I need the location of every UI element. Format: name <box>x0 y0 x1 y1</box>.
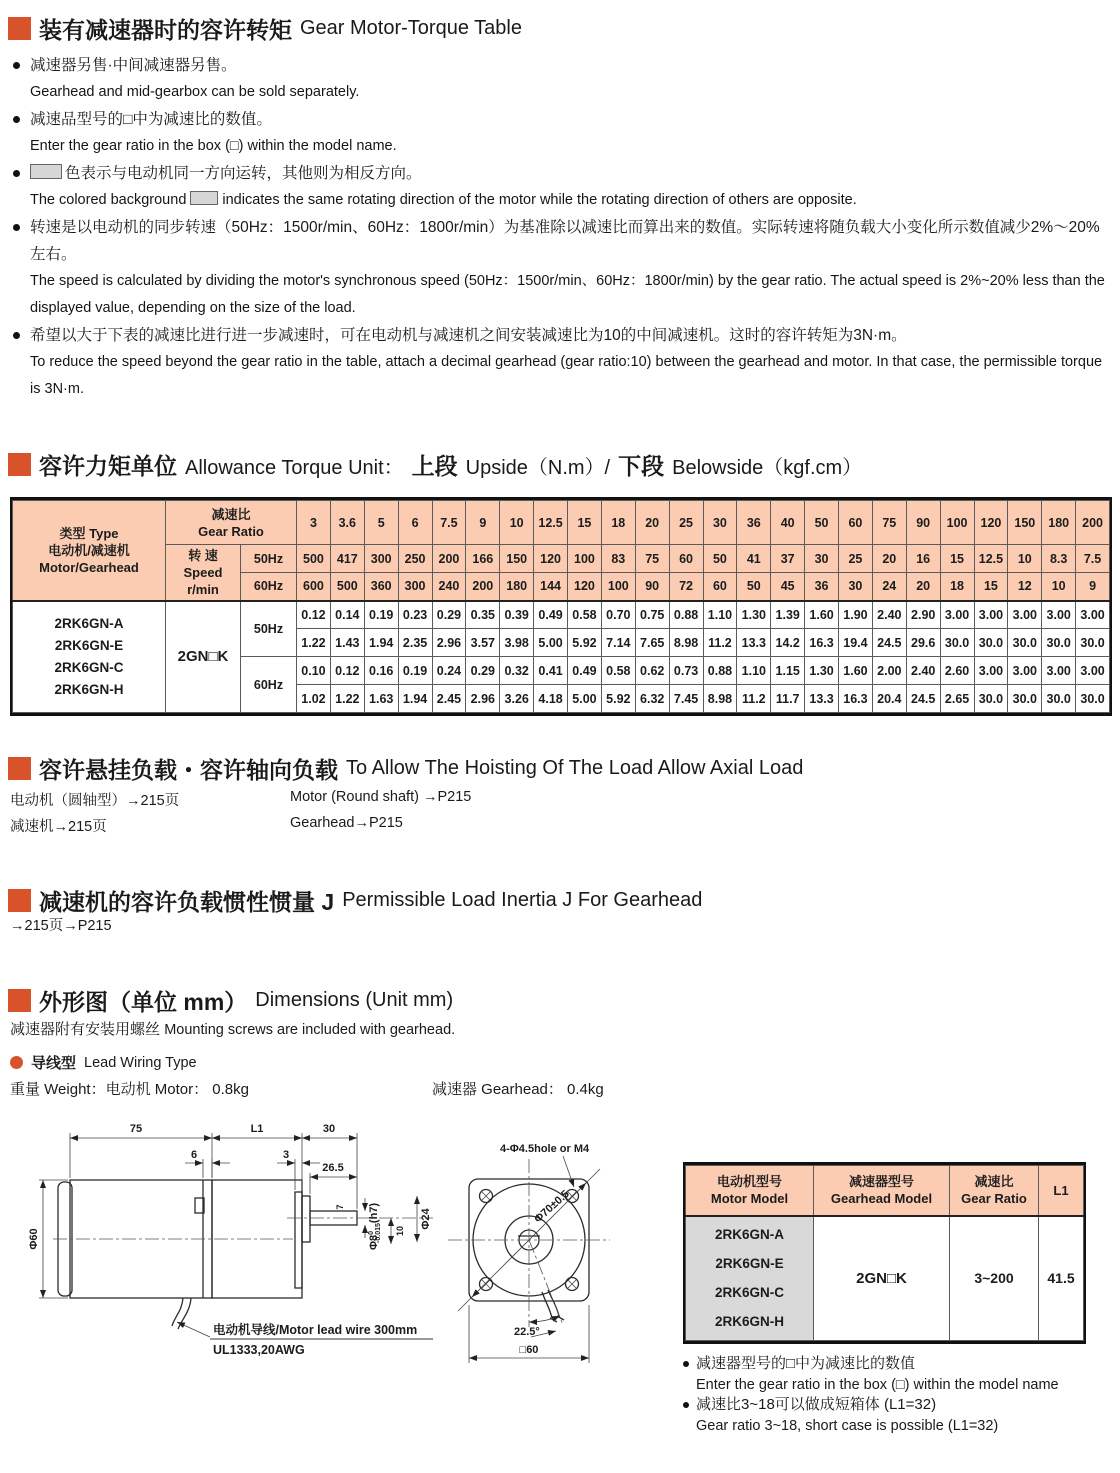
speed-50hz-cell: 12.5 <box>974 545 1008 573</box>
speed-50hz-cell: 150 <box>500 545 534 573</box>
allowance-below-en: Belowside（kgf.cm） <box>672 457 863 479</box>
torque-50hz-kgfcm-cell: 16.3 <box>805 629 839 657</box>
torque-50hz-kgfcm-cell: 13.3 <box>737 629 771 657</box>
torque-50hz-kgfcm-cell: 8.98 <box>669 629 703 657</box>
gear-ratio-header-cell: 150 <box>1008 501 1042 545</box>
gear-ratio-header-cell: 40 <box>771 501 805 545</box>
mounting-screws-note <box>10 1018 455 1039</box>
torque-50hz-kgfcm-cell: 30.0 <box>1008 629 1042 657</box>
gear-ratio-header-cell: 18 <box>601 501 635 545</box>
speed-60hz-cell: 10 <box>1042 573 1076 601</box>
torque-50hz-nm-cell: 1.39 <box>771 601 805 629</box>
section-title-zh: 装有减速器时的容许转矩 <box>39 17 292 43</box>
speed-60hz-cell: 18 <box>940 573 974 601</box>
ref-gearhead-en: Gearhead→P215 <box>290 815 403 831</box>
torque-50hz-nm-cell: 2.40 <box>872 601 906 629</box>
speed-60hz-cell: 300 <box>398 573 432 601</box>
hoisting-ref-row <box>10 815 403 836</box>
speed-50hz-cell: 16 <box>906 545 940 573</box>
speed-50hz-cell: 200 <box>432 545 466 573</box>
torque-60hz-nm-cell: 0.12 <box>330 657 364 685</box>
type-header-line: 电动机/减速机 <box>48 542 130 558</box>
torque-60hz-kgfcm-cell: 6.32 <box>635 685 669 713</box>
dimensions-title-zh: 外形图（单位 mm） <box>39 989 248 1015</box>
allowance-upside-zh: 上段 <box>411 453 458 479</box>
speed-50hz-cell: 7.5 <box>1076 545 1110 573</box>
gear-ratio-header-cell: 12.5 <box>534 501 568 545</box>
torque-50hz-nm-cell: 0.58 <box>568 601 602 629</box>
torque-60hz-kgfcm-cell: 11.2 <box>737 685 771 713</box>
model-note-en: Enter the gear ratio in the box (□) within the model name <box>696 1376 1059 1393</box>
speed-60hz-cell: 30 <box>839 573 873 601</box>
torque-50hz-nm-cell: 0.19 <box>364 601 398 629</box>
gear-ratio-header-cell: 25 <box>669 501 703 545</box>
speed-50hz-cell: 75 <box>635 545 669 573</box>
side-view-drawing <box>25 1115 445 1380</box>
motor-model-label: 2RK6GN-E <box>715 1256 784 1272</box>
motor-model-label: 2RK6GN-C <box>54 659 124 675</box>
gear-ratio-header-cell: 75 <box>872 501 906 545</box>
allowance-title-en: Allowance Torque Unit： <box>185 457 404 479</box>
torque-50hz-nm-cell: 2.90 <box>906 601 940 629</box>
speed-50hz-cell: 37 <box>771 545 805 573</box>
speed-60hz-cell: 90 <box>635 573 669 601</box>
torque-50hz-nm-cell: 3.00 <box>940 601 974 629</box>
torque-60hz-nm-cell: 2.00 <box>872 657 906 685</box>
torque-50hz-nm-cell: 3.00 <box>1076 601 1110 629</box>
note-en <box>10 187 1110 214</box>
gearhead-model-header <box>814 1166 950 1216</box>
section-title-en: Gear Motor-Torque Table <box>300 17 522 39</box>
dim-10: 10 <box>395 1225 405 1237</box>
note-en: To reduce the speed beyond the gear ratio in the table, attach a decimal gearhead (gear ratio:10) between the gearhead and motor. In that case, the permissible torque is 3N·m. <box>30 354 1103 397</box>
weight-row <box>10 1078 604 1099</box>
note-zh: 减速品型号的□中为减速比的数值。 <box>10 106 1110 133</box>
torque-notes-list <box>10 52 1110 403</box>
gear-ratio-header-cell: 180 <box>1042 501 1076 545</box>
torque-60hz-kgfcm-cell: 30.0 <box>1042 685 1076 713</box>
gear-ratio-header-cell: 7.5 <box>432 501 466 545</box>
angle-label: 22.5° <box>514 1326 540 1338</box>
model-note-zh: 减速器型号的□中为减速比的数值 <box>683 1354 1113 1375</box>
model-table-wrapper <box>683 1162 1086 1344</box>
gear-ratio-header-cell: 10 <box>500 501 534 545</box>
inertia-title-zh: 减速机的容许负载惯性惯量 J <box>39 889 335 915</box>
torque-60hz-nm-cell: 2.40 <box>906 657 940 685</box>
lead-wire-spec: UL1333,20AWG <box>213 1343 305 1357</box>
torque-60hz-nm-cell: 3.00 <box>1042 657 1076 685</box>
torque-60hz-kgfcm-cell: 2.45 <box>432 685 466 713</box>
wiring-label-zh: 导线型 <box>31 1055 77 1072</box>
dim-26-5: 26.5 <box>322 1162 344 1174</box>
bolt-hole <box>480 1190 493 1203</box>
speed-50hz-cell: 166 <box>466 545 500 573</box>
speed-50hz-cell: 500 <box>297 545 331 573</box>
speed-50hz-cell: 60 <box>669 545 703 573</box>
gear-ratio-header <box>950 1166 1039 1216</box>
torque-60hz-nm-cell: 0.29 <box>466 657 500 685</box>
torque-50hz-nm-cell: 3.00 <box>974 601 1008 629</box>
torque-60hz-nm-cell: 0.16 <box>364 657 398 685</box>
torque-50hz-nm-cell: 0.29 <box>432 601 466 629</box>
speed-50hz-cell: 100 <box>568 545 602 573</box>
torque-50hz-kgfcm-cell: 3.98 <box>500 629 534 657</box>
note-zh: 希望以大于下表的减速比进行进一步减速时，可在电动机与减速机之间安装减速比为10的中间减速机。这时的容许转矩为3N·m。 <box>10 322 1110 349</box>
gearhead-model-cell: 2GN□K <box>814 1216 950 1341</box>
motor-model-label: 2RK6GN-H <box>54 681 124 697</box>
motor-model-label: 2RK6GN-E <box>54 637 124 653</box>
gear-ratio-header-cell: 30 <box>703 501 737 545</box>
section-title-dimensions <box>8 984 453 1017</box>
dim-75: 75 <box>129 1123 143 1135</box>
torque-50hz-kgfcm-cell: 5.00 <box>534 629 568 657</box>
note-zh-text: 色表示与电动机同一方向运转，其他则为相反方向。 <box>65 165 422 182</box>
dim-6: 6 <box>190 1149 198 1161</box>
header-en: Motor Model <box>710 1191 789 1207</box>
torque-60hz-nm-cell: 3.00 <box>1076 657 1110 685</box>
ref-motor-zh: 电动机（圆轴型）→215页 <box>10 793 180 809</box>
gear-ratio-header-cell: 120 <box>974 501 1008 545</box>
torque-60hz-nm-cell: 0.73 <box>669 657 703 685</box>
torque-60hz-kgfcm-cell: 1.63 <box>364 685 398 713</box>
mounting-note-en: Mounting screws are included with gearhead. <box>164 1022 456 1038</box>
dim-phi24: Φ24 <box>420 1208 432 1230</box>
torque-60hz-kgfcm-cell: 4.18 <box>534 685 568 713</box>
torque-60hz-kgfcm-cell: 30.0 <box>1076 685 1110 713</box>
body-hz50-cell: 50Hz <box>241 601 297 657</box>
torque-60hz-nm-cell: 1.15 <box>771 657 805 685</box>
hz60-header-cell: 60Hz <box>241 573 297 601</box>
torque-50hz-kgfcm-cell: 1.43 <box>330 629 364 657</box>
torque-50hz-kgfcm-cell: 7.14 <box>601 629 635 657</box>
note-en: The speed is calculated by dividing the motor's synchronous speed (50Hz：1500r/min、60Hz：1800r/min) by the gear ratio. The actual speed is 2%~20% less than the displayed value, depending on the size of the load. <box>30 273 1105 316</box>
speed-60hz-cell: 9 <box>1076 573 1110 601</box>
hoisting-title-zh: 容许悬挂负载・容许轴向负载 <box>39 757 338 783</box>
wiring-label-en: Lead Wiring Type <box>84 1054 197 1071</box>
note-en-post: indicates the same rotating direction of the motor while the rotating direction of others are opposite. <box>222 192 857 208</box>
speed-60hz-cell: 24 <box>872 573 906 601</box>
gear-ratio-label-zh: 减速比 <box>211 506 251 522</box>
torque-60hz-kgfcm-cell: 11.7 <box>771 685 805 713</box>
torque-50hz-kgfcm-cell: 2.35 <box>398 629 432 657</box>
torque-50hz-kgfcm-cell: 11.2 <box>703 629 737 657</box>
note-zh: 减速器另售·中间减速器另售。 <box>10 52 1110 79</box>
allowance-below-zh: 下段 <box>618 453 665 479</box>
torque-50hz-nm-cell: 0.23 <box>398 601 432 629</box>
torque-60hz-nm-cell: 1.60 <box>839 657 873 685</box>
speed-60hz-cell: 36 <box>805 573 839 601</box>
torque-50hz-kgfcm-cell: 1.94 <box>364 629 398 657</box>
speed-60hz-cell: 360 <box>364 573 398 601</box>
allowance-upside-en: Upside（N.m）/ <box>465 457 611 479</box>
torque-50hz-kgfcm-cell: 3.57 <box>466 629 500 657</box>
square-size-label: □60 <box>519 1344 539 1356</box>
gear-ratio-header-cell: 20 <box>635 501 669 545</box>
torque-50hz-kgfcm-cell: 30.0 <box>974 629 1008 657</box>
ref-motor-en: Motor (Round shaft) →P215 <box>290 789 472 805</box>
speed-50hz-cell: 15 <box>940 545 974 573</box>
gear-ratio-header-cell: 6 <box>398 501 432 545</box>
speed-60hz-cell: 45 <box>771 573 805 601</box>
ratio-range-cell: 3~200 <box>950 1216 1039 1341</box>
speed-60hz-cell: 200 <box>466 573 500 601</box>
speed-60hz-cell: 120 <box>568 573 602 601</box>
speed-50hz-cell: 300 <box>364 545 398 573</box>
note-en: Gearhead and mid-gearbox can be sold separately. <box>30 84 360 100</box>
bolt-holes-label: 4-Φ4.5hole or M4 <box>500 1143 590 1155</box>
torque-60hz-nm-cell: 0.24 <box>432 657 466 685</box>
torque-50hz-nm-cell: 0.88 <box>669 601 703 629</box>
gear-ratio-header-cell: 15 <box>568 501 602 545</box>
hoisting-ref-row <box>10 789 471 810</box>
dim-7: 7 <box>335 1204 345 1210</box>
torque-60hz-kgfcm-cell: 1.94 <box>398 685 432 713</box>
header-en: Gearhead Model <box>830 1191 933 1207</box>
torque-60hz-nm-cell: 3.00 <box>974 657 1008 685</box>
torque-50hz-kgfcm-cell: 29.6 <box>906 629 940 657</box>
speed-60hz-cell: 180 <box>500 573 534 601</box>
torque-50hz-nm-cell: 0.35 <box>466 601 500 629</box>
torque-60hz-nm-cell: 1.30 <box>805 657 839 685</box>
allowance-title-zh: 容许力矩单位 <box>39 453 177 479</box>
speed-50hz-cell: 250 <box>398 545 432 573</box>
section-title-allowance-torque <box>8 448 862 481</box>
shaft-diameter-label: $\Phi 8^0-0.015(h7)$ <box>368 1202 382 1250</box>
ref-gearhead-zh: 减速机→215页 <box>10 819 107 835</box>
section-square-icon <box>8 989 31 1012</box>
model-note-zh: 减速比3~18可以做成短箱体 (L1=32) <box>683 1395 1113 1416</box>
speed-50hz-cell: 25 <box>839 545 873 573</box>
lead-wire-label: 电动机导线/Motor lead wire 300mm <box>213 1323 418 1337</box>
gear-ratio-header-cell: 5 <box>364 501 398 545</box>
gear-ratio-header-cell: 100 <box>940 501 974 545</box>
model-notes <box>683 1354 1113 1436</box>
dim-3: 3 <box>282 1149 290 1161</box>
torque-50hz-nm-cell: 1.30 <box>737 601 771 629</box>
torque-50hz-kgfcm-cell: 7.65 <box>635 629 669 657</box>
torque-60hz-nm-cell: 0.32 <box>500 657 534 685</box>
gear-ratio-header-cell: 3.6 <box>330 501 364 545</box>
torque-50hz-kgfcm-cell: 5.92 <box>568 629 602 657</box>
speed-60hz-cell: 50 <box>737 573 771 601</box>
motor-model-label: 2RK6GN-A <box>54 615 124 631</box>
section-square-icon <box>8 17 31 40</box>
type-header-cell <box>13 501 166 601</box>
torque-50hz-nm-cell: 3.00 <box>1008 601 1042 629</box>
speed-label-zh: 转 速 <box>188 547 218 563</box>
torque-60hz-kgfcm-cell: 24.5 <box>906 685 940 713</box>
torque-60hz-kgfcm-cell: 7.45 <box>669 685 703 713</box>
gear-ratio-header-cell: 90 <box>906 501 940 545</box>
speed-50hz-cell: 120 <box>534 545 568 573</box>
speed-50hz-cell: 417 <box>330 545 364 573</box>
torque-60hz-kgfcm-cell: 8.98 <box>703 685 737 713</box>
speed-60hz-cell: 60 <box>703 573 737 601</box>
section-title-hoisting <box>8 752 803 785</box>
dim-phi60: Φ60 <box>28 1228 40 1250</box>
torque-table-wrapper <box>10 497 1112 716</box>
output-boss-outline <box>302 1196 310 1242</box>
torque-60hz-kgfcm-cell: 16.3 <box>839 685 873 713</box>
hz50-header-cell: 50Hz <box>241 545 297 573</box>
torque-60hz-nm-cell: 0.41 <box>534 657 568 685</box>
inertia-ref-row <box>10 914 112 935</box>
section-title-gear-motor-torque <box>8 12 522 45</box>
hoisting-title-en: To Allow The Hoisting Of The Load Allow Axial Load <box>346 757 804 779</box>
note-en-pre: The colored background <box>30 192 187 208</box>
mounting-note-zh: 减速器附有安装用螺丝 <box>10 1021 161 1038</box>
dimensions-title-en: Dimensions (Unit mm) <box>255 989 454 1011</box>
speed-label-en: Speed r/min <box>183 564 223 597</box>
lead-wiring-type-row <box>10 1052 197 1073</box>
gear-ratio-header-cell <box>166 501 297 545</box>
model-list-cell <box>686 1216 814 1341</box>
body-hz60-cell: 60Hz <box>241 657 297 713</box>
speed-60hz-cell: 15 <box>974 573 1008 601</box>
torque-50hz-kgfcm-cell: 30.0 <box>1076 629 1110 657</box>
torque-60hz-kgfcm-cell: 5.00 <box>568 685 602 713</box>
speed-50hz-cell: 41 <box>737 545 771 573</box>
torque-50hz-nm-cell: 0.12 <box>297 601 331 629</box>
gear-ratio-header-cell: 200 <box>1076 501 1110 545</box>
front-view-drawing <box>430 1135 680 1410</box>
speed-header-cell <box>166 545 241 601</box>
gear-ratio-header-cell: 9 <box>466 501 500 545</box>
torque-60hz-nm-cell: 2.60 <box>940 657 974 685</box>
speed-60hz-cell: 500 <box>330 573 364 601</box>
lead-wire <box>178 1298 191 1329</box>
torque-60hz-kgfcm-cell: 3.26 <box>500 685 534 713</box>
torque-50hz-kgfcm-cell: 30.0 <box>1042 629 1076 657</box>
motor-model-label: 2RK6GN-C <box>714 1285 784 1301</box>
torque-60hz-kgfcm-cell: 1.02 <box>297 685 331 713</box>
header-zh: 电动机型号 <box>716 1174 782 1190</box>
motor-model-header <box>686 1166 814 1216</box>
torque-60hz-nm-cell: 0.88 <box>703 657 737 685</box>
gear-ratio-header-cell: 36 <box>737 501 771 545</box>
gear-ratio-label-en: Gear Ratio <box>198 523 264 539</box>
torque-60hz-kgfcm-cell: 2.96 <box>466 685 500 713</box>
torque-50hz-nm-cell: 3.00 <box>1042 601 1076 629</box>
note-zh <box>10 160 1110 187</box>
l1-value-cell: 41.5 <box>1039 1216 1084 1341</box>
model-note-en: Gear ratio 3~18, short case is possible (L1=32) <box>696 1417 999 1434</box>
section-square-icon <box>8 889 31 912</box>
speed-60hz-cell: 600 <box>297 573 331 601</box>
speed-60hz-cell: 100 <box>601 573 635 601</box>
torque-50hz-nm-cell: 0.75 <box>635 601 669 629</box>
torque-50hz-nm-cell: 0.39 <box>500 601 534 629</box>
section-title-inertia <box>8 884 702 917</box>
speed-50hz-cell: 50 <box>703 545 737 573</box>
type-header-line: Motor/Gearhead <box>39 559 139 575</box>
speed-60hz-cell: 144 <box>534 573 568 601</box>
l1-header: L1 <box>1039 1166 1084 1216</box>
torque-50hz-kgfcm-cell: 24.5 <box>872 629 906 657</box>
pilot-diameter-label: Φ70±0.5 <box>532 1188 572 1226</box>
motor-models-cell <box>13 601 166 713</box>
speed-50hz-cell: 20 <box>872 545 906 573</box>
torque-50hz-nm-cell: 1.60 <box>805 601 839 629</box>
torque-50hz-nm-cell: 1.90 <box>839 601 873 629</box>
torque-50hz-nm-cell: 0.49 <box>534 601 568 629</box>
torque-60hz-nm-cell: 0.19 <box>398 657 432 685</box>
note-zh: 转速是以电动机的同步转速（50Hz：1500r/min、60Hz：1800r/min）为基准除以减速比而算出来的数值。实际转速将随负载大小变化所示数值减少2%～20%左右。 <box>10 214 1110 268</box>
torque-50hz-kgfcm-cell: 2.96 <box>432 629 466 657</box>
torque-60hz-kgfcm-cell: 30.0 <box>974 685 1008 713</box>
torque-50hz-nm-cell: 1.10 <box>703 601 737 629</box>
torque-60hz-nm-cell: 1.10 <box>737 657 771 685</box>
torque-50hz-nm-cell: 0.70 <box>601 601 635 629</box>
inertia-ref: →215页→P215 <box>10 918 112 934</box>
torque-50hz-kgfcm-cell: 30.0 <box>940 629 974 657</box>
speed-50hz-cell: 30 <box>805 545 839 573</box>
bolt-hole <box>566 1278 579 1291</box>
dim-L1: L1 <box>250 1123 264 1135</box>
torque-60hz-nm-cell: 0.62 <box>635 657 669 685</box>
torque-50hz-kgfcm-cell: 19.4 <box>839 629 873 657</box>
torque-50hz-kgfcm-cell: 1.22 <box>297 629 331 657</box>
weight-motor: 重量 Weight：电动机 Motor： 0.8kg <box>10 1081 249 1098</box>
section-square-icon <box>8 757 31 780</box>
gear-ratio-header-cell: 50 <box>805 501 839 545</box>
speed-50hz-cell: 83 <box>601 545 635 573</box>
torque-60hz-kgfcm-cell: 5.92 <box>601 685 635 713</box>
torque-60hz-kgfcm-cell: 1.22 <box>330 685 364 713</box>
torque-60hz-nm-cell: 0.10 <box>297 657 331 685</box>
note-en: Enter the gear ratio in the box (□) within the model name. <box>30 138 397 154</box>
speed-50hz-cell: 10 <box>1008 545 1042 573</box>
weight-gearhead: 减速器 Gearhead： 0.4kg <box>432 1081 604 1098</box>
gear-ratio-header-cell: 3 <box>297 501 331 545</box>
header-zh: 减速比 <box>974 1174 1014 1190</box>
motor-model-label: 2RK6GN-H <box>714 1314 784 1330</box>
torque-60hz-kgfcm-cell: 20.4 <box>872 685 906 713</box>
motor-model-label: 2RK6GN-A <box>714 1227 784 1243</box>
color-swatch-icon <box>30 164 62 179</box>
gearhead-model-cell: 2GN□K <box>166 601 241 713</box>
torque-table <box>12 500 1110 713</box>
torque-60hz-kgfcm-cell: 2.65 <box>940 685 974 713</box>
header-en: Gear Ratio <box>961 1191 1027 1207</box>
orange-dot-icon <box>10 1056 23 1069</box>
dim-30: 30 <box>322 1123 336 1135</box>
section-square-icon <box>8 453 31 476</box>
header-zh: 减速器型号 <box>848 1174 914 1190</box>
speed-60hz-cell: 12 <box>1008 573 1042 601</box>
speed-60hz-cell: 72 <box>669 573 703 601</box>
gearhead-face-outline <box>295 1192 302 1288</box>
color-swatch-icon <box>190 191 218 205</box>
inertia-title-en: Permissible Load Inertia J For Gearhead <box>342 889 703 911</box>
torque-50hz-kgfcm-cell: 14.2 <box>771 629 805 657</box>
speed-60hz-cell: 240 <box>432 573 466 601</box>
torque-60hz-nm-cell: 0.49 <box>568 657 602 685</box>
speed-50hz-cell: 8.3 <box>1042 545 1076 573</box>
torque-60hz-kgfcm-cell: 30.0 <box>1008 685 1042 713</box>
model-table <box>685 1165 1084 1341</box>
gear-ratio-header-cell: 60 <box>839 501 873 545</box>
torque-60hz-nm-cell: 0.58 <box>601 657 635 685</box>
type-header-line: 类型 Type <box>59 525 119 541</box>
torque-60hz-kgfcm-cell: 13.3 <box>805 685 839 713</box>
torque-60hz-nm-cell: 3.00 <box>1008 657 1042 685</box>
bolt-hole <box>480 1278 493 1291</box>
speed-60hz-cell: 20 <box>906 573 940 601</box>
torque-50hz-nm-cell: 0.14 <box>330 601 364 629</box>
